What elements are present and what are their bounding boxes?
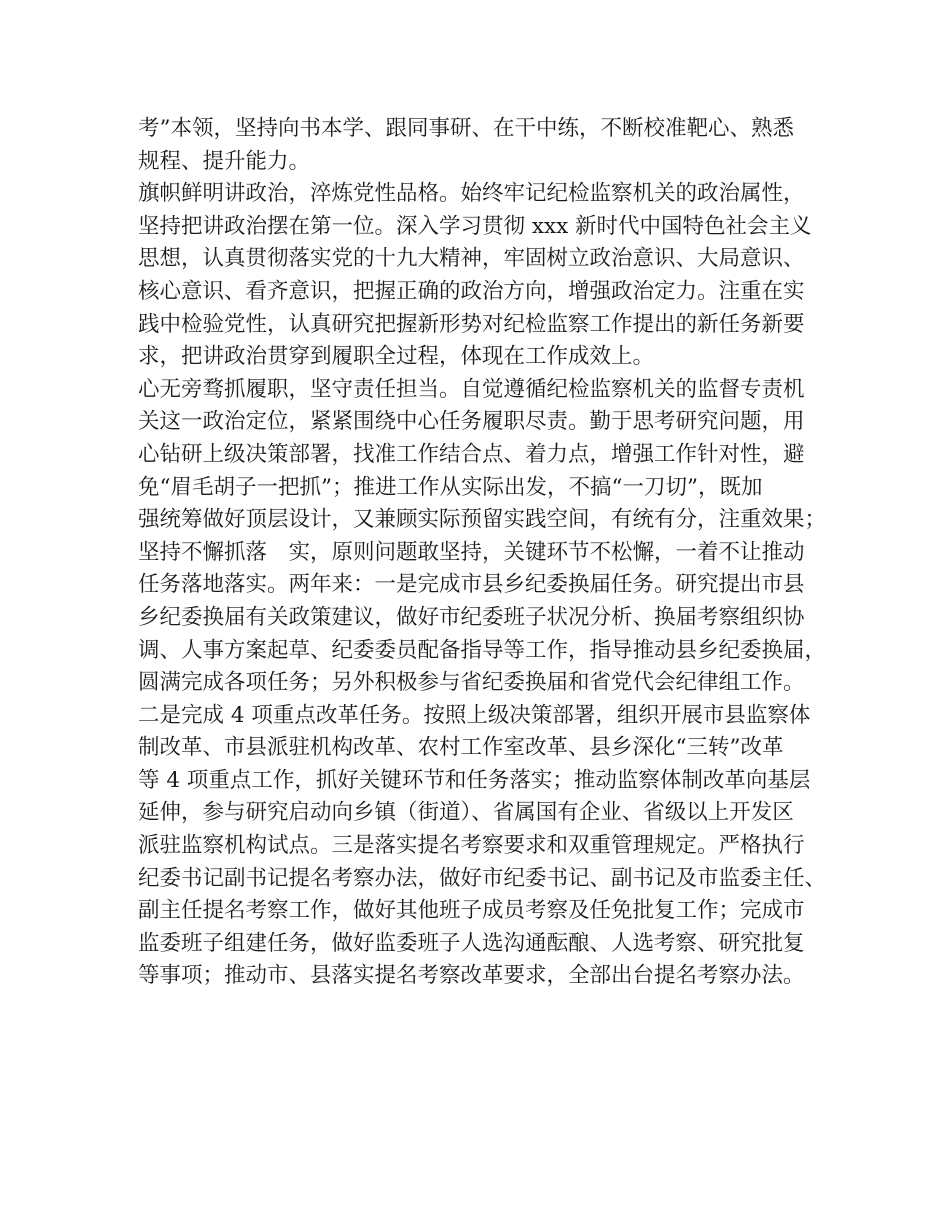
text-line: 践中检验党性，认真研究把握新形势对纪检监察工作提出的新任务新要 <box>138 311 805 337</box>
text-line: 副主任提名考察工作，做好其他班子成员考察及任免批复工作；完成市 <box>138 898 805 924</box>
text-line: 派驻监察机构试点。三是落实提名考察要求和双重管理规定。严格执行 <box>138 833 805 859</box>
text-line: 强统筹做好顶层设计，又兼顾实际预留实践空间，有统有分，注重效果； <box>138 507 827 533</box>
text-line: 求，把讲政治贯穿到履职全过程，体现在工作成效上。 <box>138 344 655 370</box>
text-line: 免“眉毛胡子一把抓”；推进工作从实际出发，不搞“一刀切”，既加 <box>138 474 763 500</box>
text-line: 关这一政治定位，紧紧围绕中心任务履职尽责。勤于思考研究问题，用 <box>138 409 805 435</box>
text-line: 制改革、市县派驻机构改革、农村工作室改革、县乡深化“三转”改革 <box>138 735 784 761</box>
text-line: 心无旁骛抓履职，坚守责任担当。自觉遵循纪检监察机关的监督专责机 <box>138 376 805 402</box>
text-line: 圆满完成各项任务；另外积极参与省纪委换届和省党代会纪律组工作。 <box>138 670 805 696</box>
text-line: 监委班子组建任务，做好监委班子人选沟通酝酿、人选考察、研究批复 <box>138 930 805 956</box>
text-line: 纪委书记副书记提名考察办法，做好市纪委书记、副书记及市监委主任、 <box>138 865 827 891</box>
text-line: 延伸，参与研究启动向乡镇（街道）、省属国有企业、省级以上开发区 <box>138 800 794 826</box>
text-line: 旗帜鲜明讲政治，淬炼党性品格。始终牢记纪检监察机关的政治属性， <box>138 181 805 207</box>
body-text <box>138 113 828 993</box>
text-line: 等事项；推动市、县落实提名考察改革要求，全部出台提名考察办法。 <box>138 963 805 989</box>
text-line: 坚持把讲政治摆在第一位。深入学习贯彻 xxx 新时代中国特色社会主义 <box>138 213 812 239</box>
text-line: 任务落地落实。两年来：一是完成市县乡纪委换届任务。研究提出市县 <box>138 572 805 598</box>
text-line: 等 4 项重点工作，抓好关键环节和任务落实；推动监察体制改革向基层 <box>138 767 811 793</box>
text-line: 二是完成 4 项重点改革任务。按照上级决策部署，组织开展市县监察体 <box>138 702 811 728</box>
text-line: 调、人事方案起草、纪委委员配备指导等工作，指导推动县乡纪委换届， <box>138 637 827 663</box>
text-line: 规程、提升能力。 <box>138 148 311 174</box>
text-line: 核心意识、看齐意识，把握正确的政治方向，增强政治定力。注重在实 <box>138 278 805 304</box>
text-line: 坚持不懈抓落 实，原则问题敢坚持，关键环节不松懈，一着不让推动 <box>138 539 805 565</box>
text-line: 思想，认真贯彻落实党的十九大精神，牢固树立政治意识、大局意识、 <box>138 246 805 272</box>
text-line: 乡纪委换届有关政策建议，做好市纪委班子状况分析、换届考察组织协 <box>138 604 805 630</box>
text-line: 考”本领，坚持向书本学、跟同事研、在干中练，不断校准靶心、熟悉 <box>138 116 794 141</box>
text-line: 心钻研上级决策部署，找准工作结合点、着力点，增强工作针对性，避 <box>138 441 805 467</box>
